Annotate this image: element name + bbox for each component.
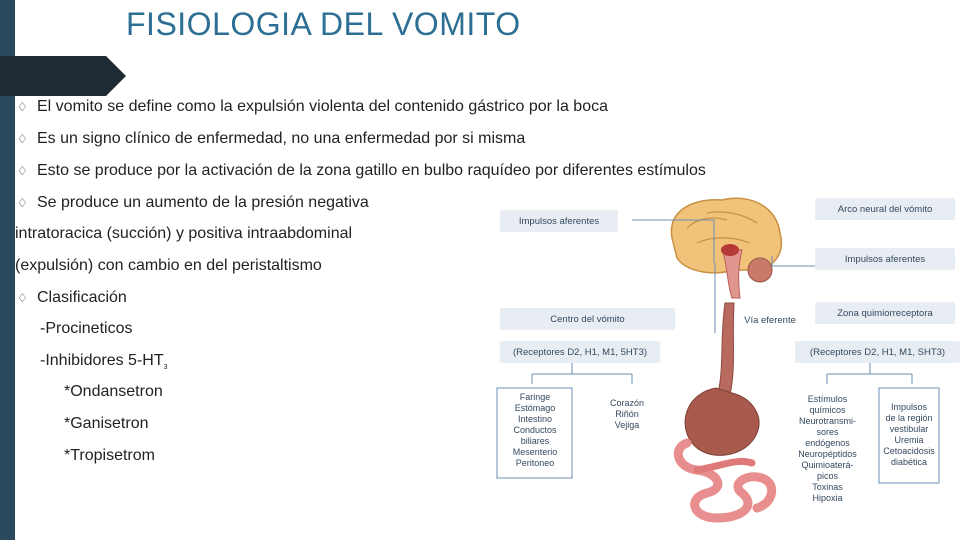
sub-item-procineticos: -Procineticos <box>40 320 133 337</box>
classification-label: Clasificación <box>37 289 127 306</box>
bullet-continuation-1: intratoracica (succión) y positiva intraabdominal <box>15 225 353 242</box>
anatomy-illustration <box>482 188 960 540</box>
label-zona-quimiorreceptora: Zona quimiorreceptora <box>815 302 955 324</box>
sub-item-inhibidores: -Inhibidores $5-HT_3$ <box>40 352 168 372</box>
list-vestibular-impulses: Impulsos de la región vestibular Uremia Cetoacidosis diabética <box>883 402 935 467</box>
label-impulsos-aferentes-right: Impulsos aferentes <box>815 248 955 270</box>
sub-item-tropisetrom: *Tropisetrom <box>64 447 155 464</box>
diamond-outline-icon: ♢ <box>17 132 28 146</box>
bullet-continuation-2: (expulsión) con cambio en del peristaltismo <box>15 257 322 274</box>
bullet-text-2: Es un signo clínico de enfermedad, no una enfermedad por si misma <box>37 130 526 147</box>
diamond-outline-icon: ♢ <box>17 100 28 114</box>
slide-title: FISIOLOGIA DEL VOMITO <box>126 6 521 42</box>
diamond-outline-icon: ♢ <box>17 291 28 305</box>
list-visceral-sources: Faringe Estómago Intestino Conductos biliares Mesenterio Peritoneo <box>512 392 558 468</box>
list-organ-sources: Corazón Riñón Vejiga <box>609 398 645 430</box>
label-via-eferente: Vía eferente <box>744 314 796 326</box>
vomiting-reflex-figure <box>482 188 960 540</box>
bullet-text-1: El vomito se define como la expulsión violenta del contenido gástrico por la boca <box>37 98 608 115</box>
label-centro-vomito: Centro del vómito <box>500 308 675 330</box>
label-receptores-left: (Receptores D2, H1, M1, 5HT3) <box>500 341 660 363</box>
list-chemical-stimuli: Estímulos químicos Neurotransmi- sores endógenos Neuropéptidos Quimioaterá- picos Toxinas Hipoxia <box>798 394 857 503</box>
diamond-outline-icon: ♢ <box>17 196 28 210</box>
slide-arrow-tab <box>0 56 126 96</box>
sub-item-ganisetron: *Ganisetron <box>64 415 149 432</box>
bullet-text-4: Se produce un aumento de la presión negativa <box>37 194 369 211</box>
label-arco-neural: Arco neural del vómito <box>815 198 955 220</box>
label-impulsos-aferentes-left: Impulsos aferentes <box>500 210 618 232</box>
bullet-text-3: Esto se produce por la activación de la zona gatillo en bulbo raquídeo por diferentes estímulos <box>37 162 706 179</box>
label-receptores-right: (Receptores D2, H1, M1, SHT3) <box>795 341 960 363</box>
diamond-outline-icon: ♢ <box>17 164 28 178</box>
sub-item-ondansetron: *Ondansetron <box>64 383 163 400</box>
